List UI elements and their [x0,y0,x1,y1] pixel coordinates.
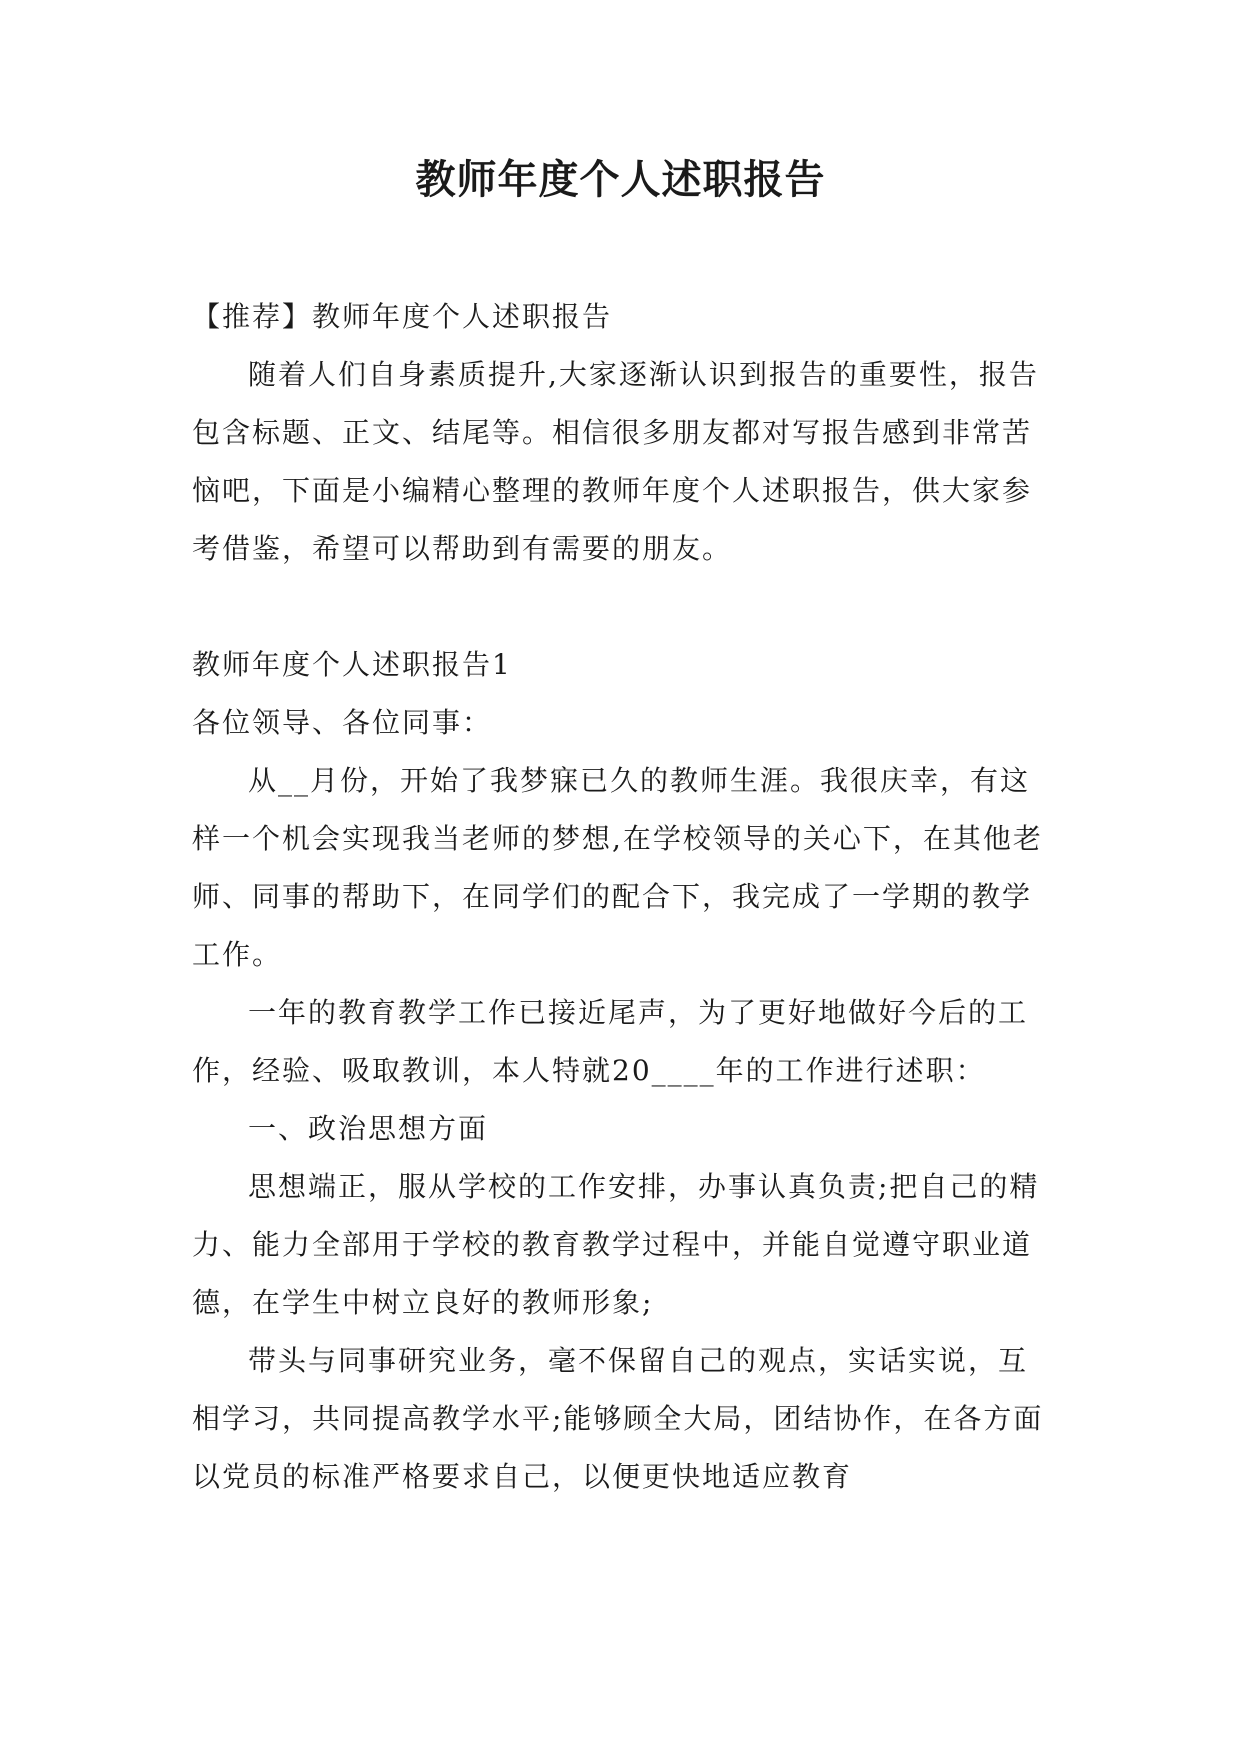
body-paragraph: 思想端正，服从学校的工作安排，办事认真负责;把自己的精力、能力全部用于学校的教育教学过程中，并能自觉遵守职业道德，在学生中树立良好的教师形象; [192,1170,1040,1319]
section-spacer [192,578,1052,636]
body-paragraph: 带头与同事研究业务，毫不保留自己的观点，实话实说，互相学习，共同提高教学水平;能够顾全大局，团结协作，在各方面以党员的标准严格要求自己，以便更快地适应教育 [192,1344,1044,1493]
intro-heading: 【推荐】教师年度个人述职报告 [192,300,613,333]
body-paragraph: 一年的教育教学工作已接近尾声，为了更好地做好今后的工作，经验、吸取教训，本人特就20____年的工作进行述职： [192,996,1029,1087]
subsection-heading: 一、政治思想方面 [248,1112,489,1145]
intro-paragraph: 随着人们自身素质提升,大家逐渐认识到报告的重要性，报告包含标题、正文、结尾等。相信很多朋友都对写报告感到非常苦恼吧，下面是小编精心整理的教师年度个人述职报告，供大家参考借鉴，希望可以帮助到有需要的朋友。 [192,358,1039,565]
salutation: 各位领导、各位同事： [192,706,493,739]
document-title: 教师年度个人述职报告 [415,157,826,203]
section-title: 教师年度个人述职报告1 [192,648,512,681]
body-paragraph: 从__月份，开始了我梦寐已久的教师生涯。我很庆幸，有这样一个机会实现我当老师的梦想,在学校领导的关心下，在其他老师、同事的帮助下，在同学们的配合下，我完成了一学期的教学工作。 [192,764,1043,971]
document-body [192,288,1052,1506]
